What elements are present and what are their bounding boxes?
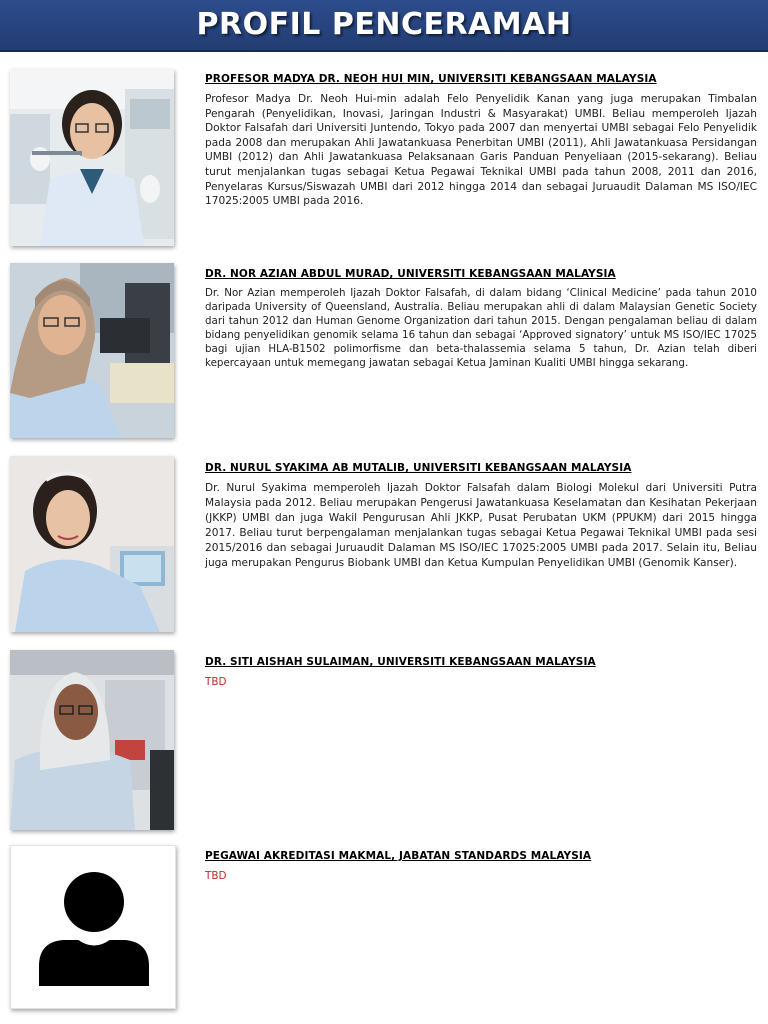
speaker-name: DR. NOR AZIAN ABDUL MURAD, UNIVERSITI KEBANGSAAN MALAYSIA [205,268,616,280]
speaker-bio: TBD [205,870,227,882]
speaker-bio: Profesor Madya Dr. Neoh Hui-min adalah Felo Penyelidik Kanan yang juga merupakan Timbalan Pengarah (Penyelidikan, Inovasi, Jaringan Industri & Masyarakat) UMBI. Beliau memperoleh Ijazah Doktor Falsafah dari Universiti Juntendo, Tokyo pada 2007 dan menyertai UMBI sebagai Felo Penyelidik pada 2008 dan merupakan Ahli Jawatankuasa Penerbitan UMBI (2011), Ahli Jawatankuasa Persidangan UMBI (2012) dan Ahli Jawatankuasa Pelaksanaan Garis Panduan Penyeliaan (2015-sekarang). Beliau turut menjalankan tugas sebagai Ketua Pegawai Teknikal UMBI pada tahun 2008, 2011 dan 2016, Penyelaras Kursus/Siswazah UMBI dari 2012 hingga 2014 dan sebagai Juruaudit Dalaman MS ISO/IEC 17025:2005 UMBI pada 2016. [205,93,757,208]
speaker-bio: Dr. Nurul Syakima memperoleh Ijazah Doktor Falsafah dalam Biologi Molekul dari Universiti Putra Malaysia pada 2012. Beliau merupakan Pengerusi Jawatankuasa Keselamatan dan Kesihatan Pekerjaan (JKKP) UMBI dan juga Wakil Pengurusan Ahli JKKP, Pusat Perubatan UKM (PPUKM) dari 2015 hingga 2017. Beliau turut berpengalaman menjalankan tugas sebagai Ketua Pegawai Teknikal UMBI pada sesi 2015/2016 dan sebagai Juruaudit Dalaman MS ISO/IEC 17025:2005 UMBI pada 2017. Selain itu, Beliau juga merupakan Pengurus Biobank UMBI dan Ketua Kumpulan Penyelidikan UMBI (Genomik Kanser). [205,482,757,569]
speaker-name: PROFESOR MADYA DR. NEOH HUI MIN, UNIVERSITI KEBANGSAAN MALAYSIA [205,73,657,85]
speaker-photo-4 [10,650,174,830]
speaker-name: PEGAWAI AKREDITASI MAKMAL, JABATAN STANDARDS MALAYSIA [205,850,592,862]
user-silhouette-icon [11,846,175,1008]
speaker-photo-2 [10,263,174,438]
speaker-entry-1 [205,73,757,209]
speaker-bio: TBD [205,676,227,688]
speaker-photo-3 [10,456,174,632]
speaker-entry-2 [205,268,757,370]
speaker-entry-4 [205,656,757,689]
speaker-bio: Dr. Nor Azian memperoleh Ijazah Doktor Falsafah, di dalam bidang ‘Clinical Medicine’ pada tahun 2010 daripada University of Queensland, Australia. Beliau merupakan ahli di dalam Malaysian Genetic Society dari tahun 2012 dan Human Genome Organization dari tahun 2015. Dengan pengalaman beliau di dalam bidang penyelidikan genomik selama 16 tahun dan sebagai ‘Approved signatory’ untuk MS ISO/IEC 17025 bagi ujian HLA-B1502 polimorfisme dan beta-thalassemia selama 5 tahun, Dr. Azian telah diberi kepercayaan untuk memegang jawatan sebagai Ketua Jaminan Kualiti UMBI hingga sekarang. [205,287,757,369]
speaker-entry-3 [205,462,757,570]
speaker-photo-1 [10,69,174,246]
speaker-photo-5 [10,845,176,1009]
speaker-name: DR. SITI AISHAH SULAIMAN, UNIVERSITI KEBANGSAAN MALAYSIA [205,656,596,668]
page-header [0,0,768,52]
speaker-name: DR. NURUL SYAKIMA AB MUTALIB, UNIVERSITI KEBANGSAAN MALAYSIA [205,462,632,474]
speaker-entry-5 [205,850,757,883]
page-title: PROFIL PENCERAMAH [196,7,572,42]
